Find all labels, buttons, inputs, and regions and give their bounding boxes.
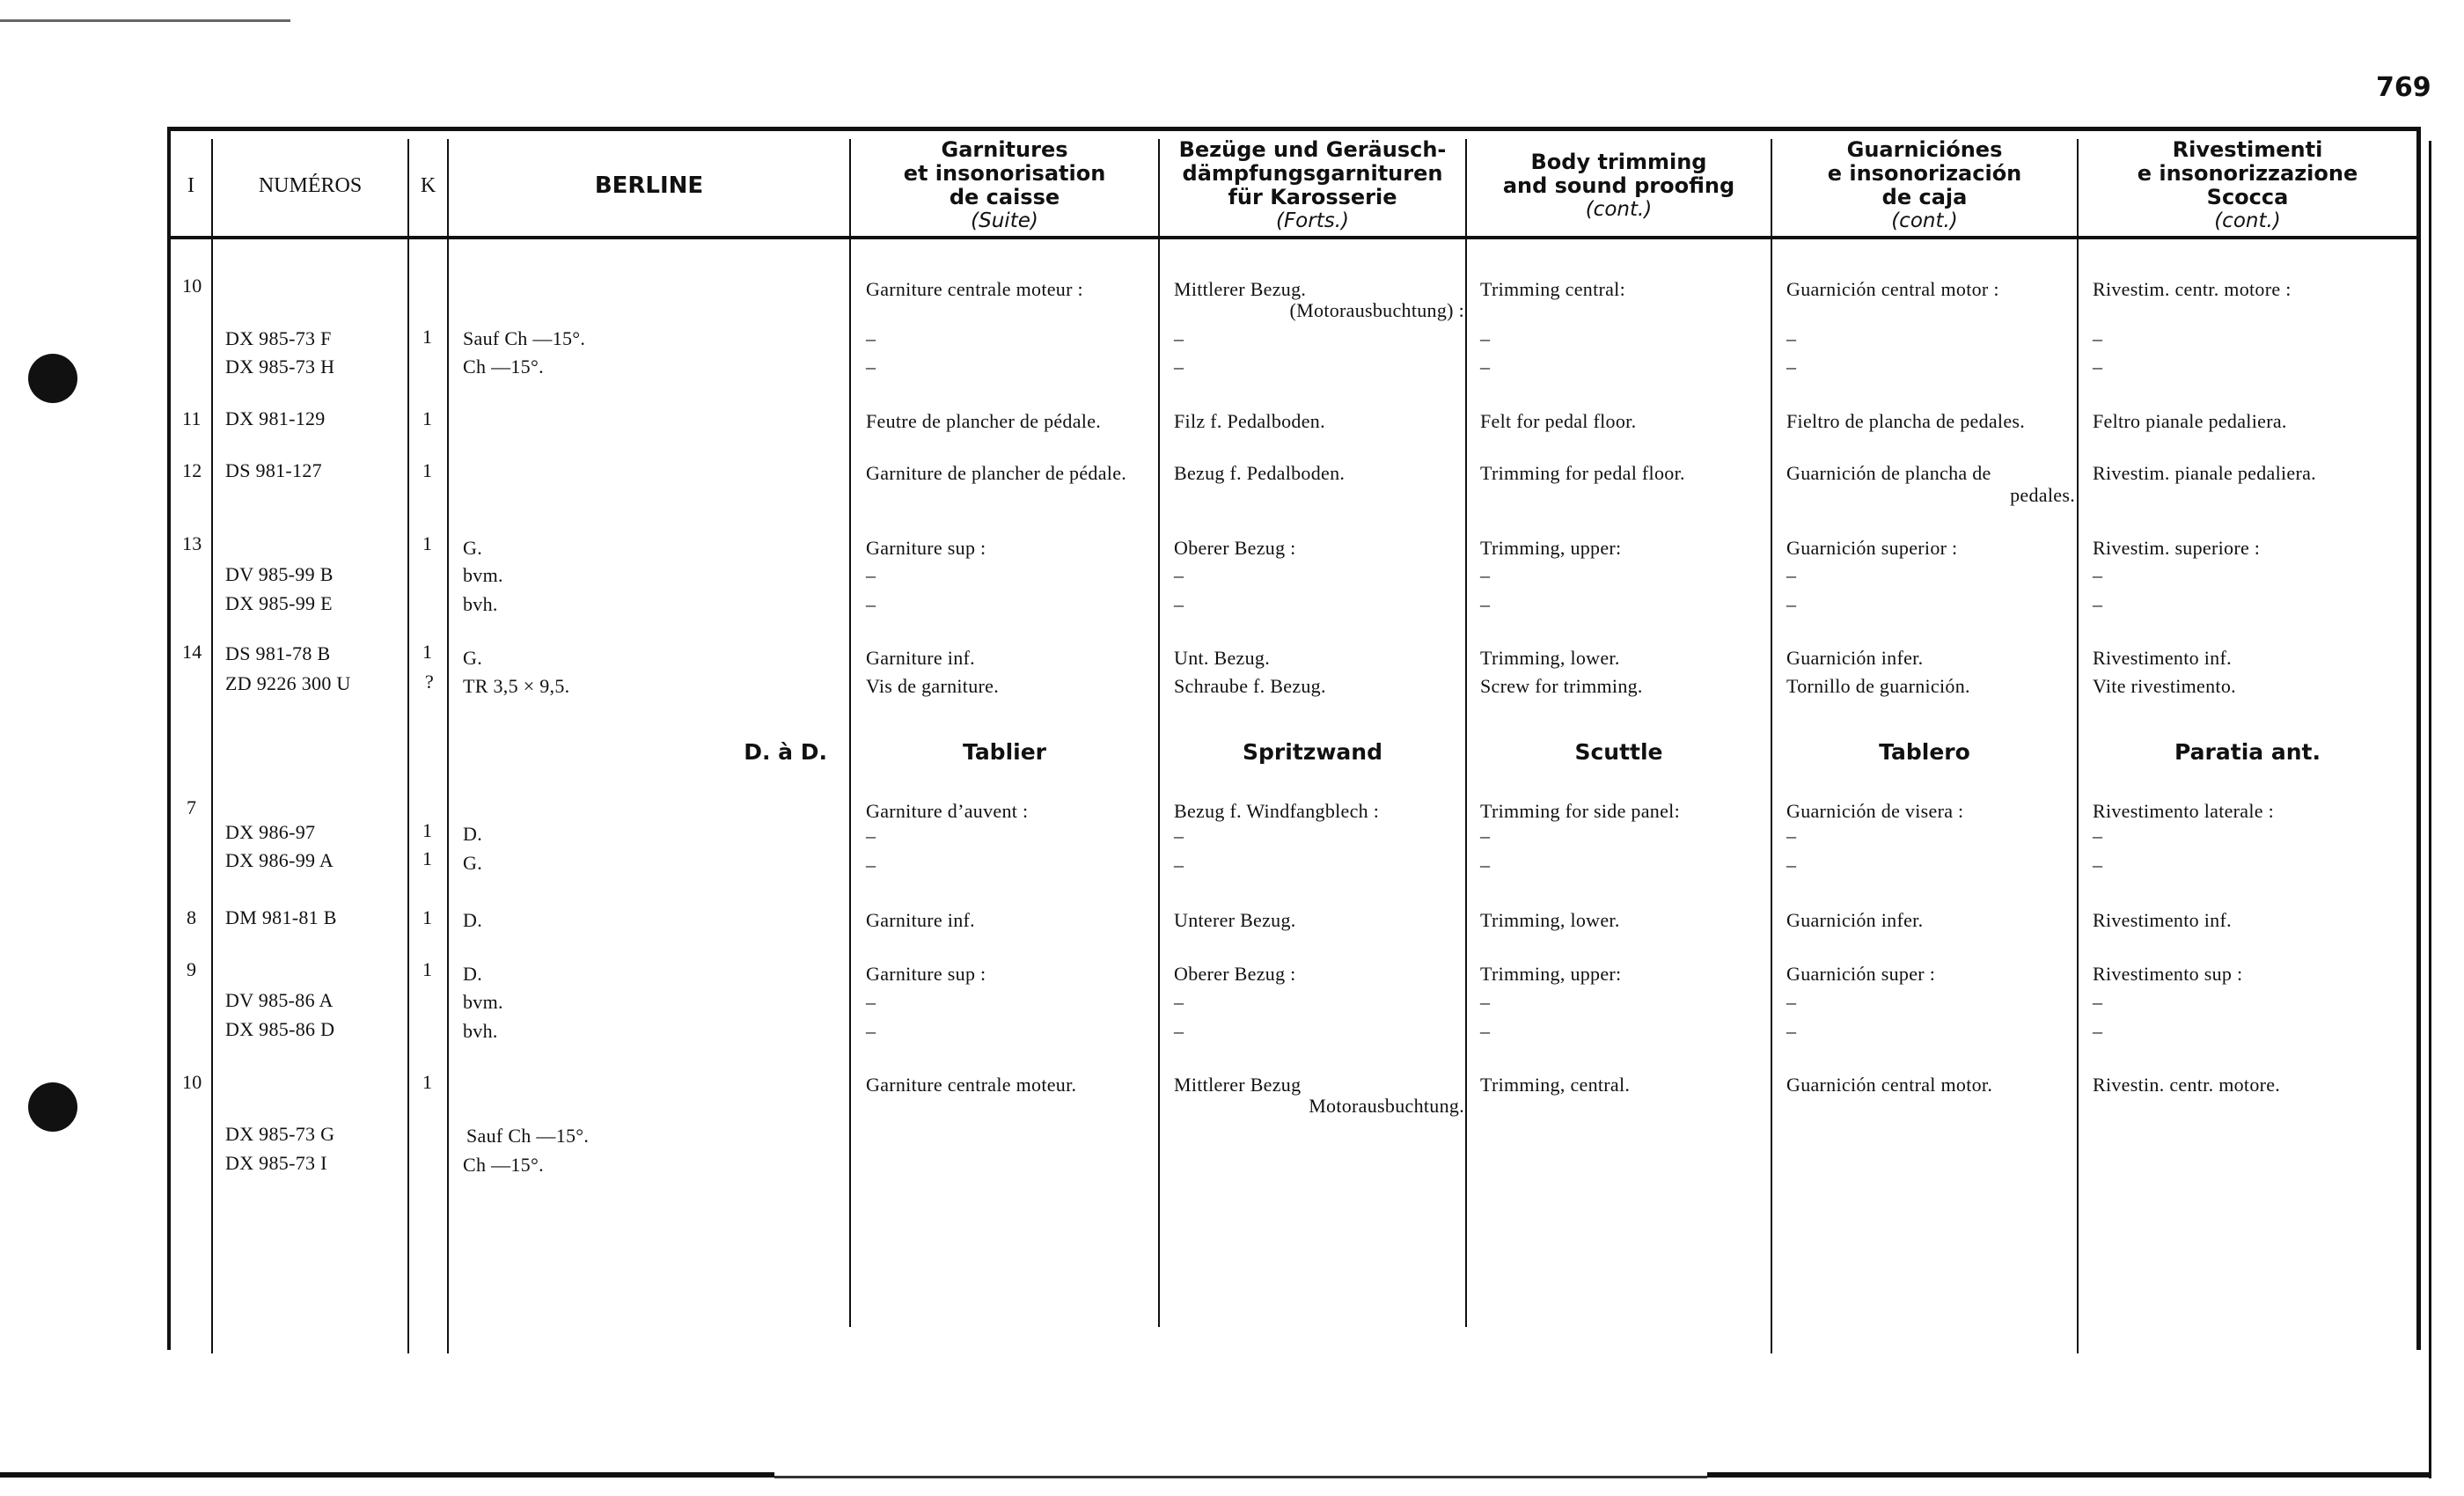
- ditto-dash: –: [1786, 356, 1797, 378]
- german-text: Filz f. Pedalboden.: [1174, 410, 1325, 432]
- part-number: DS 981-78 B: [225, 642, 331, 664]
- english-text: Trimming central:: [1480, 278, 1625, 300]
- german-text: Schraube f. Bezug.: [1174, 675, 1326, 697]
- ditto-dash: –: [1786, 564, 1797, 586]
- page-number: 769: [2376, 72, 2431, 103]
- item-index: 10: [182, 275, 202, 297]
- italian-text: Rivestim. centr. motore :: [2093, 278, 2292, 300]
- german-text: Bezug f. Pedalboden.: [1174, 462, 1346, 484]
- right-edge-rule: [2429, 141, 2431, 1478]
- header-spanish-line: Guarniciónes: [1846, 137, 2003, 162]
- italian-text: Rivestimento laterale :: [2093, 800, 2275, 822]
- header-german-note: (Forts.): [1275, 209, 1349, 232]
- table-right-border: [2416, 127, 2421, 1350]
- header-french: [851, 136, 1158, 235]
- section-heading-french: Tablier: [962, 739, 1047, 765]
- italian-text: Vite rivestimento.: [2093, 675, 2236, 697]
- berline-note: G.: [463, 852, 482, 874]
- berline-note: bvh.: [463, 593, 498, 615]
- item-index: 11: [182, 407, 202, 429]
- ditto-dash: –: [1480, 564, 1491, 586]
- berline-note: D.: [463, 909, 482, 931]
- spanish-text: Guarnición infer.: [1786, 647, 1924, 669]
- french-text: Garniture centrale moteur.: [866, 1074, 1077, 1096]
- part-number: DV 985-99 B: [225, 563, 334, 585]
- berline-note: Sauf Ch —15°.: [466, 1125, 590, 1147]
- french-text: Feutre de plancher de pédale.: [866, 410, 1102, 432]
- table-top-border: [167, 127, 2420, 131]
- italian-text: Rivestimento sup :: [2093, 963, 2243, 985]
- section-heading-english: Scuttle: [1574, 739, 1663, 765]
- english-text: Trimming, central.: [1480, 1074, 1631, 1096]
- english-text: Trimming, upper:: [1480, 537, 1622, 559]
- header-separator: [167, 236, 2420, 239]
- header-english-line: Body trimming: [1530, 149, 1707, 174]
- item-index: 7: [187, 796, 197, 818]
- german-text: Oberer Bezug :: [1174, 963, 1296, 985]
- bottom-rule: [1707, 1472, 2431, 1478]
- header-spanish-note: (cont.): [1891, 209, 1958, 232]
- spanish-text: Guarnición super :: [1786, 963, 1936, 985]
- part-number: DX 981-129: [225, 407, 326, 429]
- header-k: [409, 136, 447, 235]
- header-german-line: für Karosserie: [1228, 185, 1397, 209]
- quantity: 1: [422, 847, 433, 869]
- column-rule: [849, 139, 851, 1327]
- part-number: DX 986-97: [225, 821, 316, 843]
- column-rule: [447, 139, 449, 1353]
- italian-text: Rivestim. pianale pedaliera.: [2093, 462, 2316, 484]
- quantity: ?: [425, 671, 435, 693]
- berline-note: Sauf Ch —15°.: [463, 327, 586, 349]
- part-number: DS 981-127: [225, 459, 322, 481]
- ditto-dash: –: [866, 1020, 876, 1042]
- german-text: Bezug f. Windfangblech :: [1174, 800, 1380, 822]
- column-rule: [211, 139, 213, 1353]
- section-heading-spanish: Tablero: [1879, 739, 1970, 765]
- ditto-dash: –: [866, 356, 876, 378]
- french-text: Garniture sup :: [866, 963, 986, 985]
- ditto-dash: –: [1786, 991, 1797, 1013]
- ditto-dash: –: [1480, 854, 1491, 876]
- quantity: 1: [422, 407, 433, 429]
- part-number: DM 981-81 B: [225, 906, 337, 928]
- spanish-text: Guarnición infer.: [1786, 909, 1924, 931]
- part-number: DX 985-73 F: [225, 327, 332, 349]
- ditto-dash: –: [2093, 564, 2103, 586]
- bottom-rule: [0, 1472, 774, 1478]
- berline-note: D.: [463, 823, 482, 845]
- item-index: 8: [187, 906, 197, 928]
- header-german-line: dämpfungsgarnituren: [1182, 161, 1443, 186]
- ditto-dash: –: [1480, 825, 1491, 847]
- header-french-note: (Suite): [971, 209, 1038, 232]
- part-number: DX 986-99 A: [225, 849, 334, 871]
- berline-note: D.: [463, 963, 482, 985]
- french-text: Vis de garniture.: [866, 675, 1000, 697]
- header-english-line: and sound proofing: [1502, 172, 1735, 198]
- item-index: 9: [187, 958, 197, 980]
- header-i-label: I: [187, 173, 194, 197]
- quantity: 1: [422, 641, 433, 663]
- french-text: Garniture inf.: [866, 909, 975, 931]
- part-number: DV 985-86 A: [225, 989, 334, 1011]
- header-i: [171, 136, 211, 235]
- berline-note: Ch —15°.: [463, 1154, 544, 1176]
- french-text: Garniture d’auvent :: [866, 800, 1029, 822]
- berline-note: bvh.: [463, 1020, 498, 1042]
- ditto-dash: –: [1174, 327, 1184, 349]
- section-heading-italian: Paratia ant.: [2174, 739, 2321, 765]
- ditto-dash: –: [866, 327, 876, 349]
- german-text: Oberer Bezug :: [1174, 537, 1296, 559]
- quantity: 1: [422, 958, 433, 980]
- part-number: DX 985-86 D: [225, 1018, 335, 1040]
- item-index: 13: [182, 532, 202, 554]
- column-rule: [407, 139, 409, 1353]
- quantity: 1: [422, 1071, 433, 1093]
- quantity: 1: [422, 906, 433, 928]
- part-number: ZD 9226 300 U: [225, 672, 351, 694]
- bottom-rule: [774, 1476, 1707, 1478]
- header-italian-line: Scocca: [2206, 185, 2289, 209]
- header-french-line: de caisse: [949, 185, 1060, 209]
- german-text: Mittlerer Bezug: [1174, 1074, 1302, 1096]
- spanish-text: Guarnición superior :: [1786, 537, 1958, 559]
- ditto-dash: –: [1480, 356, 1491, 378]
- header-numeros: [213, 136, 407, 235]
- spanish-text: pedales.: [2010, 484, 2075, 506]
- french-text: Garniture inf.: [866, 647, 975, 669]
- ditto-dash: –: [1786, 854, 1797, 876]
- ditto-dash: –: [1174, 1020, 1184, 1042]
- part-number: DX 985-73 H: [225, 356, 335, 378]
- quantity: 1: [422, 326, 433, 348]
- spanish-text: Guarnición de plancha de: [1786, 462, 1991, 484]
- spanish-text: Guarnición central motor.: [1786, 1074, 1993, 1096]
- header-berline: [449, 136, 849, 235]
- spanish-text: Fieltro de plancha de pedales.: [1786, 410, 2026, 432]
- header-spanish: [1772, 136, 2077, 235]
- spanish-text: Guarnición de visera :: [1786, 800, 1964, 822]
- spanish-text: Tornillo de guarnición.: [1786, 675, 1970, 697]
- ditto-dash: –: [866, 593, 876, 615]
- ditto-dash: –: [2093, 991, 2103, 1013]
- ditto-dash: –: [1480, 327, 1491, 349]
- item-index: 10: [182, 1071, 202, 1093]
- header-italian-line: Rivestimenti: [2172, 137, 2323, 162]
- ditto-dash: –: [1174, 593, 1184, 615]
- italian-text: Rivestimento inf.: [2093, 647, 2232, 669]
- italian-text: Rivestin. centr. motore.: [2093, 1074, 2281, 1096]
- part-number: DX 985-99 E: [225, 592, 333, 614]
- ditto-dash: –: [866, 825, 876, 847]
- ditto-dash: –: [866, 991, 876, 1013]
- french-text: Garniture de plancher de pédale.: [866, 462, 1127, 484]
- ditto-dash: –: [1174, 991, 1184, 1013]
- header-english: [1467, 136, 1771, 235]
- berline-note: G.: [463, 537, 482, 559]
- german-text: Motorausbuchtung.: [1309, 1095, 1464, 1117]
- english-text: Trimming for pedal floor.: [1480, 462, 1685, 484]
- punch-hole: [28, 354, 77, 403]
- header-numeros-label: NUMÉROS: [258, 173, 363, 197]
- berline-note: bvm.: [463, 991, 503, 1013]
- item-index: 14: [182, 641, 202, 663]
- ditto-dash: –: [1174, 825, 1184, 847]
- ditto-dash: –: [2093, 1020, 2103, 1042]
- ditto-dash: –: [1174, 854, 1184, 876]
- header-berline-label: BERLINE: [594, 172, 704, 199]
- german-text: Unterer Bezug.: [1174, 909, 1296, 931]
- ditto-dash: –: [2093, 854, 2103, 876]
- ditto-dash: –: [1480, 991, 1491, 1013]
- ditto-dash: –: [2093, 356, 2103, 378]
- french-text: Garniture centrale moteur :: [866, 278, 1083, 300]
- italian-text: Rivestim. superiore :: [2093, 537, 2261, 559]
- section-heading-german: Spritzwand: [1243, 739, 1382, 765]
- header-italian: [2079, 136, 2416, 235]
- table-left-border: [167, 127, 171, 1350]
- quantity: 1: [422, 459, 433, 481]
- berline-note: bvm.: [463, 564, 503, 586]
- english-text: Screw for trimming.: [1480, 675, 1643, 697]
- ditto-dash: –: [1480, 1020, 1491, 1042]
- ditto-dash: –: [1174, 564, 1184, 586]
- german-text: (Motorausbuchtung) :: [1289, 299, 1464, 321]
- header-italian-line: e insonorizzazione: [2137, 161, 2358, 186]
- item-index: 12: [182, 459, 202, 481]
- german-text: Unt. Bezug.: [1174, 647, 1271, 669]
- header-spanish-line: e insonorización: [1827, 161, 2022, 186]
- header-german: [1160, 136, 1465, 235]
- header-french-line: et insonorisation: [903, 161, 1106, 186]
- header-italian-note: (cont.): [2214, 209, 2281, 232]
- column-rule: [1158, 139, 1160, 1327]
- berline-note: TR 3,5 × 9,5.: [463, 675, 570, 697]
- german-text: Mittlerer Bezug.: [1174, 278, 1307, 300]
- berline-note: G.: [463, 647, 482, 669]
- ditto-dash: –: [866, 854, 876, 876]
- english-text: Felt for pedal floor.: [1480, 410, 1637, 432]
- ditto-dash: –: [1480, 593, 1491, 615]
- part-number: DX 985-73 I: [225, 1152, 327, 1174]
- french-text: Garniture sup :: [866, 537, 986, 559]
- english-text: Trimming, lower.: [1480, 647, 1620, 669]
- column-rule: [1465, 139, 1467, 1327]
- section-heading-berline: D. à D.: [744, 739, 827, 765]
- ditto-dash: –: [866, 564, 876, 586]
- ditto-dash: –: [2093, 327, 2103, 349]
- part-number: DX 985-73 G: [225, 1123, 335, 1145]
- ditto-dash: –: [1786, 825, 1797, 847]
- quantity: 1: [422, 532, 433, 554]
- berline-note: Ch —15°.: [463, 356, 544, 378]
- header-english-note: (cont.): [1585, 197, 1653, 221]
- quantity: 1: [422, 819, 433, 841]
- punch-hole: [28, 1082, 77, 1132]
- ditto-dash: –: [2093, 593, 2103, 615]
- ditto-dash: –: [1786, 593, 1797, 615]
- ditto-dash: –: [1174, 356, 1184, 378]
- header-k-label: K: [420, 173, 436, 197]
- ditto-dash: –: [1786, 1020, 1797, 1042]
- ditto-dash: –: [2093, 825, 2103, 847]
- english-text: Trimming, upper:: [1480, 963, 1622, 985]
- italian-text: Rivestimento inf.: [2093, 909, 2232, 931]
- english-text: Trimming, lower.: [1480, 909, 1620, 931]
- header-spanish-line: de caja: [1881, 185, 1968, 209]
- italian-text: Feltro pianale pedaliera.: [2093, 410, 2287, 432]
- english-text: Trimming for side panel:: [1480, 800, 1680, 822]
- header-german-line: Bezüge und Geräusch-: [1178, 137, 1447, 162]
- header-french-line: Garnitures: [941, 137, 1068, 162]
- top-edge-mark: [0, 19, 290, 22]
- spanish-text: Guarnición central motor :: [1786, 278, 1999, 300]
- ditto-dash: –: [1786, 327, 1797, 349]
